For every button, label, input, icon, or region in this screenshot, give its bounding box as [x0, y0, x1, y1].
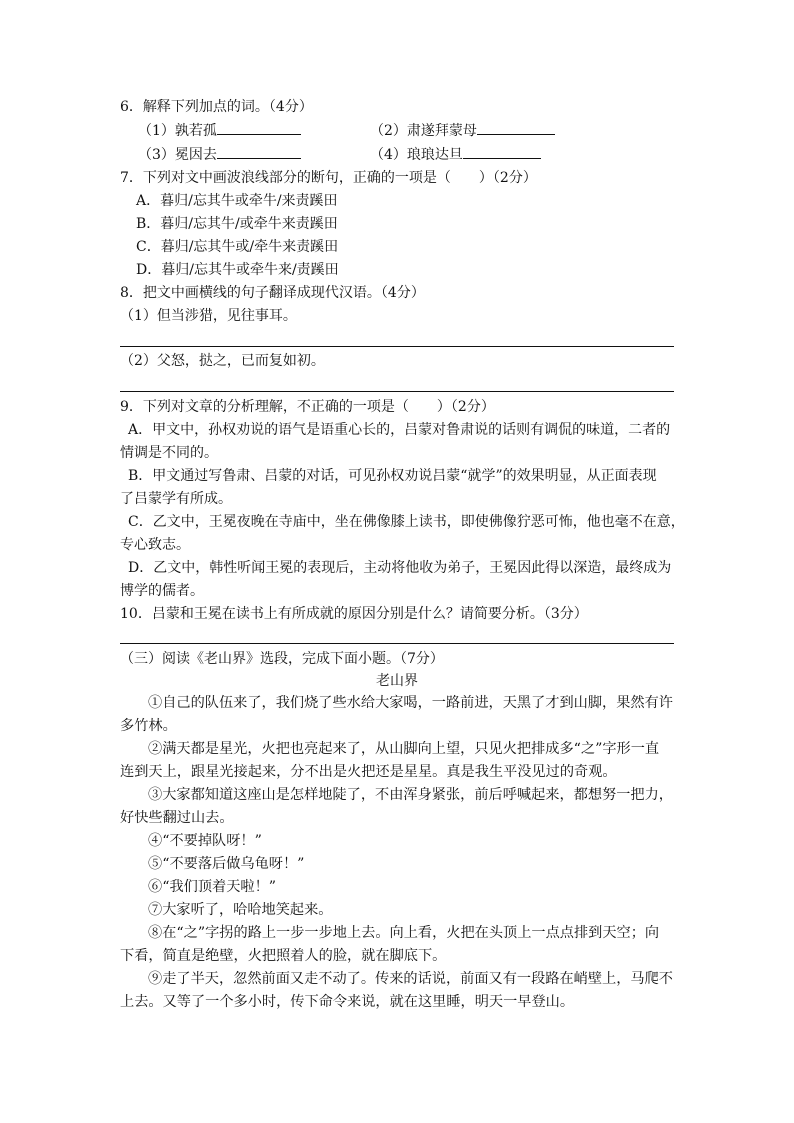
q10-answer-line[interactable] — [120, 643, 674, 644]
q6-answer-blank-3[interactable] — [217, 144, 301, 159]
q6-item-2-text: （2）肃遂拜蒙母 — [370, 123, 477, 139]
q8-stem: 8．把文中画横线的句子翻译成现代汉语。（4分） — [120, 285, 425, 301]
q9-option-b-line-1: B．甲文通过写鲁肃、吕蒙的对话，可见孙权劝说吕蒙“就学”的效果明显，从正面表现 — [128, 468, 657, 484]
q7-option-d: D．暮归/忘其牛或牵牛来/责蹊田 — [136, 262, 339, 278]
q9-option-a-line-1: A．甲文中，孙权劝说的语气是语重心长的，吕蒙对鲁肃说的话则有调侃的味道，二者的 — [128, 422, 671, 438]
paragraph-3-line-2: 好快些翻过山去。 — [120, 810, 234, 826]
q8-answer-line-2[interactable] — [120, 391, 674, 392]
paragraph-2-line-2: 连到天上，跟星光接起来，分不出是火把还是星星。真是我生平没见过的奇观。 — [120, 764, 617, 780]
q6-answer-blank-2[interactable] — [477, 120, 555, 135]
paragraph-2-line-1: ②满天都是星光，火把也亮起来了，从山脚向上望，只见火把排成多“之”字形一直 — [148, 741, 660, 757]
passage-title: 老山界 — [376, 673, 418, 689]
paragraph-9-line-2: 上去。又等了一个多小时，传下命令来说，就在这里睡，明天一早登山。 — [120, 994, 575, 1010]
q8-sentence-1: （1）但当涉猎，见往事耳。 — [120, 308, 297, 324]
q9-option-d-line-2: 博学的儒者。 — [120, 583, 204, 599]
q6-item-1-text: （1）孰若孤 — [138, 123, 217, 139]
q6-answer-blank-1[interactable] — [217, 120, 301, 135]
paragraph-7: ⑦大家听了，哈哈地笑起来。 — [148, 902, 333, 918]
paragraph-4: ④“不要掉队呀！” — [148, 833, 262, 849]
q9-option-c-line-1: C．乙文中，王冕夜晚在寺庙中，坐在佛像膝上读书，即使佛像狞恶可怖，他也毫不在意， — [128, 514, 685, 530]
q7-option-c: C．暮归/忘其牛或/牵牛来责蹊田 — [136, 239, 339, 255]
section3-heading: （三）阅读《老山界》选段，完成下面小题。（7分） — [120, 651, 444, 667]
q9-option-b-line-2: 了吕蒙学有所成。 — [120, 491, 232, 507]
paragraph-8-line-1: ⑧在“之”字拐的路上一步一步地上去。向上看，火把在头顶上一点点排到天空；向 — [148, 925, 660, 941]
q9-stem: 9．下列对文章的分析理解，不正确的一项是（ ）（2分） — [120, 399, 495, 415]
q6-item-4-text: （4）琅琅达旦 — [370, 147, 463, 163]
q6-item-1 — [138, 120, 301, 142]
q9-option-c-line-2: 专心致志。 — [120, 537, 190, 553]
q6-item-4 — [370, 144, 541, 166]
q6-item-2 — [370, 120, 555, 142]
paragraph-3-line-1: ③大家都知道这座山是怎样地陡了，不由浑身紧张，前后呼喊起来，都想努一把力， — [148, 787, 673, 803]
q8-sentence-2: （2）父怒，挞之，已而复如初。 — [120, 353, 325, 369]
q10-stem: 10．吕蒙和王冕在读书上有所成就的原因分别是什么？请简要分析。（3分） — [120, 606, 588, 622]
paragraph-6: ⑥“我们顶着天啦！” — [148, 879, 277, 895]
paragraph-9-line-1: ⑨走了半天，忽然前面又走不动了。传来的话说，前面又有一段路在峭壁上，马爬不 — [148, 971, 673, 987]
paragraph-1-line-1: ①自己的队伍来了，我们烧了些水给大家喝，一路前进，天黑了才到山脚，果然有许 — [148, 695, 673, 711]
paragraph-5: ⑤“不要落后做乌龟呀！” — [148, 856, 305, 872]
q9-option-d-line-1: D．乙文中，韩性听闻王冕的表现后，主动将他收为弟子，王冕因此得以深造，最终成为 — [128, 560, 672, 576]
q6-item-3 — [138, 144, 301, 166]
paragraph-1-line-2: 多竹林。 — [120, 718, 177, 734]
q6-answer-blank-4[interactable] — [463, 144, 541, 159]
q7-stem: 7．下列对文中画波浪线部分的断句，正确的一项是（ ）（2分） — [120, 170, 537, 186]
q8-answer-line-1[interactable] — [120, 346, 674, 347]
q9-option-a-line-2: 情调是不同的。 — [120, 445, 218, 461]
q7-option-a: A．暮归/忘其牛或牵牛/来责蹊田 — [136, 193, 338, 209]
paragraph-8-line-2: 下看，简直是绝壁，火把照着人的脸，就在脚底下。 — [120, 948, 447, 964]
q7-option-b: B．暮归/忘其牛/或牵牛来责蹊田 — [136, 216, 338, 232]
q6-item-3-text: （3）冕因去 — [138, 147, 217, 163]
q6-stem: 6．解释下列加点的词。（4分） — [120, 99, 313, 115]
